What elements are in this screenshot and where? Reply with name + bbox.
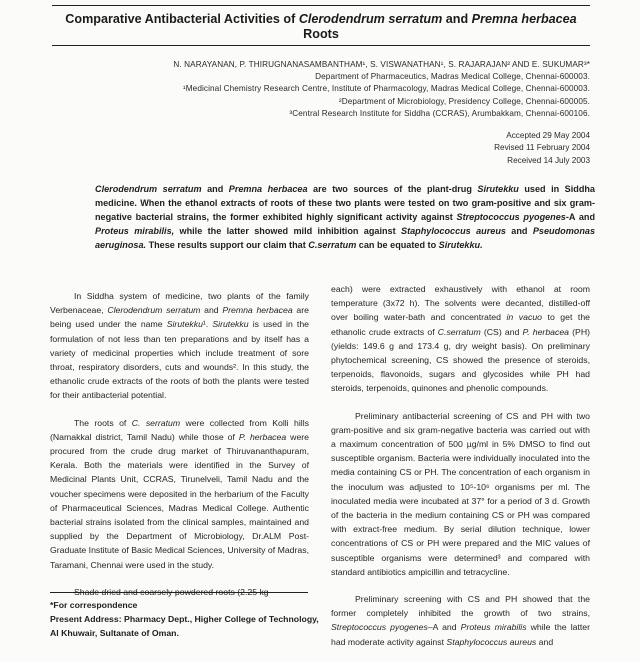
- body-text: C.serratum: [437, 326, 481, 337]
- body-text: and: [200, 305, 223, 316]
- abstract-text: used in Siddha medicine. When the ethanol extracts of roots of these two plants were tested on two gram-positive and six gram-negative bacterial strains, the former exhibited highly significant activity against: [95, 184, 595, 222]
- body-text: C. serratum: [131, 417, 181, 428]
- body-paragraph: [50, 416, 309, 572]
- body-paragraph: [331, 592, 590, 649]
- body-text: Premna herbacea: [222, 305, 293, 316]
- body-text: each) were extracted exhaustively with ethanol at room temperature (3x72 h). The solvents were decanted, distilled-off over boiling water-bath and concentrated: [331, 284, 590, 323]
- revised-date: Revised 11 February 2004: [494, 143, 590, 153]
- abstract: [95, 182, 595, 252]
- affiliation: ¹Medicinal Chemistry Research Centre, Institute of Pharmacology, Madras Medical College, Chennai-600003.: [182, 84, 590, 94]
- abstract-text: Clerodendrum serratum: [95, 184, 202, 194]
- body-paragraph: [331, 282, 590, 396]
- title-rule-bottom: [52, 45, 590, 46]
- body-paragraph: Preliminary antibacterial screening of CS and PH with two gram-positive and six gram-negative bacteria was carried out with a maximum concentration of 500 µg/ml in 5% DMSO to find out susceptible organism. Bacteria were individually inoculated into the media containing CS or PH. The concentration of each organism in the inoculum was adjusted to 10⁵-10⁶ organisms per ml. The inoculated media were incubated at 37° for a period of 3 d. Growth of the bacteria in the medium containing CS or PH was compared with extract-free medium. By serial dilution technique, lower concentrations of CS or PH were prepared and the MIC values of susceptible organisms were determined³ and compared with standard antibiotics ampicillin and tetracycline.: [331, 410, 590, 577]
- affiliation: Department of Pharmaceutics, Madras Medical College, Chennai-600003.: [315, 72, 590, 82]
- abstract-text: Staphylococcus aureus: [401, 226, 506, 236]
- body-text: ¹.: [202, 319, 213, 330]
- paper-title: [52, 12, 590, 42]
- body-text: Staphylococcus aureus: [446, 636, 537, 647]
- title-species-2: Premna herbacea: [471, 12, 577, 26]
- body-text: In Siddha system of medicine, two plants of the family Verbenaceae,: [50, 291, 309, 316]
- footnote-correspondence: *For correspondence: [50, 600, 138, 610]
- abstract-text: Proteus mirabilis,: [95, 226, 175, 236]
- received-date: Received 14 July 2003: [507, 155, 590, 165]
- author-names: N. NARAYANAN, P. THIRUGNANASAMBANTHAM¹, S. VISWANATHAN¹, S. RAJARAJAN² AND E. SUKUMAR³*: [173, 60, 590, 69]
- footnote: [50, 598, 320, 640]
- title-species-1: Clerodendrum serratum: [298, 12, 443, 26]
- body-text: Sirutekku: [212, 319, 249, 330]
- affiliation: ³Central Research Institute for Siddha (CCRAS), Arumbakkam, Chennai-600106.: [289, 108, 590, 118]
- abstract-text: Sirutekku.: [438, 240, 483, 250]
- abstract-text: Premna herbacea: [228, 184, 308, 194]
- body-text: (PH) (yields: 149.6 g and 173.4 g, dry weight basis). On preliminary phytochemical screening, CS showed the presence of steroids, terpenoids, flavonoids, sugars and glycosides while PH had steroids, terpenoids, quinones and phenolic compounds.: [331, 326, 591, 394]
- title-rule-top: [52, 5, 590, 6]
- body-paragraph: Shade dried and coarsely powdered roots (2.25 kg: [74, 586, 269, 597]
- abstract-text: while the latter showed mild inhibition against: [174, 226, 401, 236]
- body-text: is used in the formulation of not less than ten preparations and by itself has a variety of medicinal properties which include treatment of sore throat, respiratory disorders, cuts and wounds². In this study, the ethanolic crude extracts of the roots of both the plants were tested for their antibacterial potential.: [50, 319, 309, 401]
- date-block: [494, 130, 590, 167]
- body-text: –A and: [427, 622, 461, 633]
- abstract-text: -A and: [565, 212, 595, 222]
- title-text: and: [442, 12, 472, 26]
- body-text: Proteus mirabilis: [460, 622, 527, 633]
- abstract-text: Sirutekku: [477, 184, 519, 194]
- abstract-text: are two sources of the plant-drug: [307, 184, 478, 194]
- body-text: were procured from the crude drug market of Thiruvananthapuram, Kerala. Both the materials were identified in the Survey of Medicinal Plants Unit, CCRAS, Tirunelveli, Tamil Nadu and the voucher specimens were deposited in the herbarium of the Faculty of Pharmaceutical Sciences, Madras Medical College. Authentic bacterial strains isolated from the clinical samples, maintained and supplied by the Department of Microbiology, Dr.ALM Post-Graduate Institute of Basic Medical Sciences, University of Madras, Taramani, Chennai were used in the study.: [50, 431, 310, 570]
- body-text: Clerodendrum serratum: [107, 305, 201, 316]
- body-column-right: [331, 282, 590, 662]
- abstract-text: and: [201, 184, 229, 194]
- body-text: to get the ethanolic crude extracts of: [331, 312, 591, 337]
- body-text: and: [536, 636, 554, 647]
- title-text: Comparative Antibacterial Activities of: [65, 12, 299, 26]
- body-text: were collected from Kolli hills (Namakkal district, Tamil Nadu) while those of: [50, 417, 309, 442]
- body-text: P. herbacea: [238, 431, 287, 442]
- body-text: Streptococcus pyogenes: [331, 622, 428, 633]
- body-text: The roots of: [74, 417, 132, 428]
- body-text: P. herbacea: [522, 326, 569, 337]
- title-text: Roots: [303, 27, 339, 41]
- body-text: Preliminary screening with CS and PH showed that the former completely inhibited the growth of two strains,: [331, 594, 590, 619]
- abstract-text: Pseudomonas aeruginosa.: [95, 226, 595, 250]
- body-text: are being used under the name: [50, 305, 309, 330]
- body-text: Sirutekku: [166, 319, 203, 330]
- body-column-left: [50, 289, 309, 612]
- footnote-rule: [50, 592, 308, 593]
- author-block: [173, 59, 590, 120]
- body-paragraph: [50, 289, 309, 403]
- body-text: in vacuo: [506, 312, 542, 323]
- abstract-text: Streptococcus pyogenes: [456, 212, 566, 222]
- abstract-text: These results support our claim that: [146, 240, 309, 250]
- abstract-text: and: [505, 226, 533, 236]
- affiliation: ²Department of Microbiology, Presidency College, Chennai-600005.: [338, 96, 590, 106]
- footnote-address: Present Address: Pharmacy Dept., Higher College of Technology, Al Khuwair, Sultanate of Oman.: [50, 614, 319, 638]
- body-text: (CS) and: [480, 326, 523, 337]
- abstract-text: C.serratum: [308, 240, 357, 250]
- accepted-date: Accepted 29 May 2004: [506, 131, 590, 140]
- body-text: while the latter had moderate activity against: [331, 622, 591, 647]
- abstract-text: can be equated to: [356, 240, 439, 250]
